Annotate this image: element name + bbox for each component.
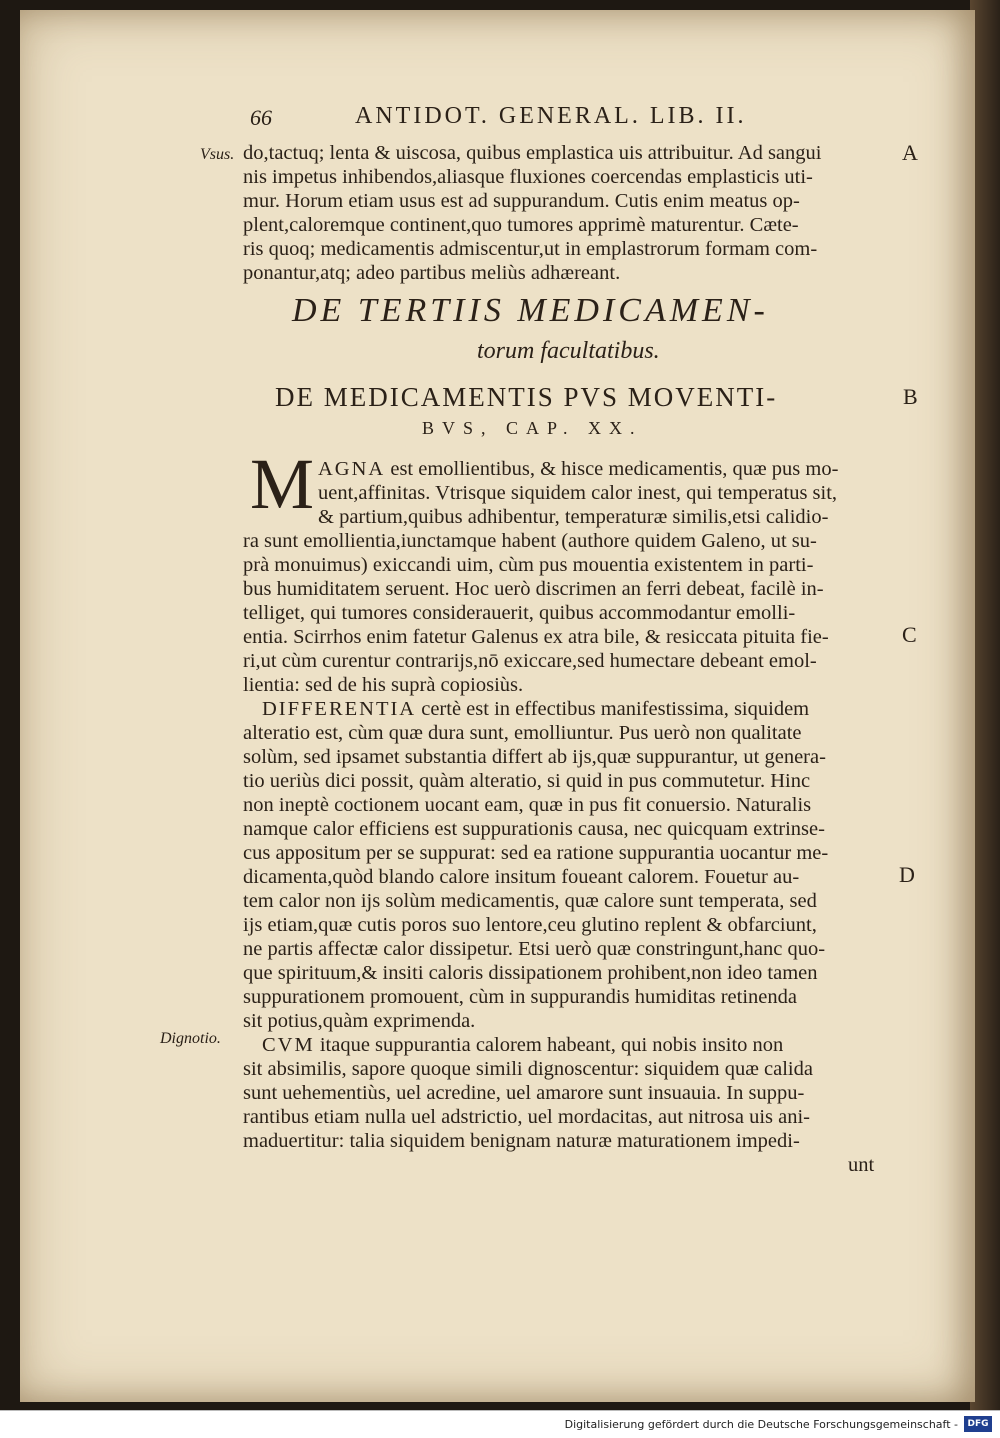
line-text: est emollientibus, & hisce medicamentis, quæ pus mo-: [385, 458, 839, 480]
marginal-note-dignotio: Dignotio.: [160, 1030, 221, 1047]
paragraph-line: sit potius,quàm exprimenda.: [243, 1010, 476, 1032]
paragraph-line: entia. Scirrhos enim fatetur Galenus ex atra bile, & resiccata pituita fie-: [243, 626, 829, 648]
page-number: 66: [250, 105, 272, 130]
paragraph-line: telliget, qui tumores considerauerit, quibus accommodantur emolli-: [243, 602, 796, 624]
running-head: ANTIDOT. GENERAL. LIB. II.: [355, 103, 747, 129]
opening-word: AGNA: [318, 458, 386, 480]
funding-notice: Digitalisierung gefördert durch die Deutsche Forschungsgemeinschaft -: [564, 1418, 958, 1431]
section-heading: DE TERTIIS MEDICAMEN-: [292, 292, 769, 329]
paragraph-line: namque calor efficiens est suppurationis causa, nec quicquam extrinse-: [243, 818, 825, 840]
margin-letter-c: C: [902, 622, 917, 647]
dfg-logo: DFG: [964, 1416, 992, 1432]
opening-word: CVM: [262, 1034, 315, 1056]
paragraph-line: tio ueriùs dici possit, quàm alteratio, si quid in pus commutetur. Hinc: [243, 770, 811, 792]
intro-line: ris quoq; medicamentis admiscentur,ut in emplastrorum formam com-: [243, 238, 818, 260]
chapter-title: DE MEDICAMENTIS PVS MOVENTI-: [275, 382, 778, 412]
paragraph-line: uent,affinitas. Vtrisque siquidem calor inest, qui temperatus sit,: [318, 482, 838, 504]
intro-line: plent,caloremque continent,quo tumores apprimè maturentur. Cæte-: [243, 214, 799, 236]
line-text: certè est in effectibus manifestissima, siquidem: [416, 698, 810, 720]
line-text: itaque suppurantia calorem habeant, qui nobis insito non: [314, 1034, 784, 1056]
intro-line: ponantur,atq; adeo partibus meliùs adhæreant.: [243, 262, 621, 284]
chapter-title-continuation: BVS, CAP. XX.: [422, 418, 643, 438]
paragraph-line: [262, 1034, 783, 1057]
drop-cap: M: [250, 444, 315, 524]
section-heading-continuation: torum facultatibus.: [477, 338, 660, 364]
paragraph-line: ri,ut cùm curentur contrarijs,nō exiccare,sed humectare debeant emol-: [243, 650, 817, 672]
paragraph-line: [318, 458, 838, 481]
paragraph-line: rantibus etiam nulla uel adstrictio, uel mordacitas, aut nitrosa uis ani-: [243, 1106, 811, 1128]
paragraph-line: lientia: sed de his suprà copiosiùs.: [243, 674, 524, 696]
margin-letter-a: A: [902, 140, 918, 165]
intro-line: mur. Horum etiam usus est ad suppurandum. Cutis enim meatus op-: [243, 190, 800, 212]
intro-line: do,tactuq; lenta & uiscosa, quibus emplastica uis attribuitur. Ad sangui: [243, 142, 822, 164]
opening-word: DIFFERENTIA: [262, 698, 417, 720]
paragraph-line: tem calor non ijs solùm medicamentis, quæ calore sunt temperata, sed: [243, 890, 817, 912]
paragraph-line: ijs etiam,quæ cutis poros suo lentore,ceu glutino replent & obfarciunt,: [243, 914, 817, 936]
intro-line: nis impetus inhibendos,aliasque fluxiones coercendas emplasticis uti-: [243, 166, 813, 188]
paragraph-line: ne partis affectæ calor dissipetur. Etsi uerò quæ constringunt,hanc quo-: [243, 938, 826, 960]
margin-letter-d: D: [899, 862, 915, 887]
footer-bar: [0, 1410, 1000, 1438]
paragraph-line: alteratio est, cùm quæ dura sunt, emolliuntur. Pus uerò non qualitate: [243, 722, 802, 744]
paragraph-line: & partium,quibus adhibentur, temperaturæ similis,etsi calidio-: [318, 506, 829, 528]
paragraph-line: suppurationem promouent, cùm in suppurandis humiditas retinenda: [243, 986, 797, 1008]
paragraph-line: sit absimilis, sapore quoque simili dignoscentur: siquidem quæ calida: [243, 1058, 813, 1080]
catchword: unt: [848, 1154, 875, 1176]
paragraph-line: maduertitur: talia siquidem benignam naturæ maturationem impedi-: [243, 1130, 800, 1152]
paragraph-line: solùm, sed ipsamet substantia differt ab ijs,quæ suppurantur, ut genera-: [243, 746, 826, 768]
marginal-note-usus: Vsus.: [200, 146, 235, 163]
paragraph-line: ra sunt emollientia,iunctamque habent (authore quidem Galeno, ut su-: [243, 530, 817, 552]
paragraph-line: cus appositum per se suppurat: sed ea ratione suppurantia uocantur me-: [243, 842, 829, 864]
paragraph-line: sunt uehementiùs, uel acredine, uel amarore sunt insuauia. In suppu-: [243, 1082, 805, 1104]
margin-letter-b: B: [903, 384, 918, 409]
paragraph-line: bus humiditatem seruent. Hoc uerò discrimen an ferri debeat, facilè in-: [243, 578, 824, 600]
paragraph-line: que spirituum,& insiti caloris dissipationem prohibent,non ideo tamen: [243, 962, 818, 984]
paragraph-line: prà monuimus) exiccandi uim, cùm pus mouentia existentem in parti-: [243, 554, 814, 576]
paragraph-line: non ineptè coctionem uocant eam, quæ in pus fit conuersio. Naturalis: [243, 794, 812, 816]
paragraph-line: dicamenta,quòd blando calore insitum foueant calorem. Fouetur au-: [243, 866, 800, 888]
paragraph-line: [262, 698, 809, 721]
